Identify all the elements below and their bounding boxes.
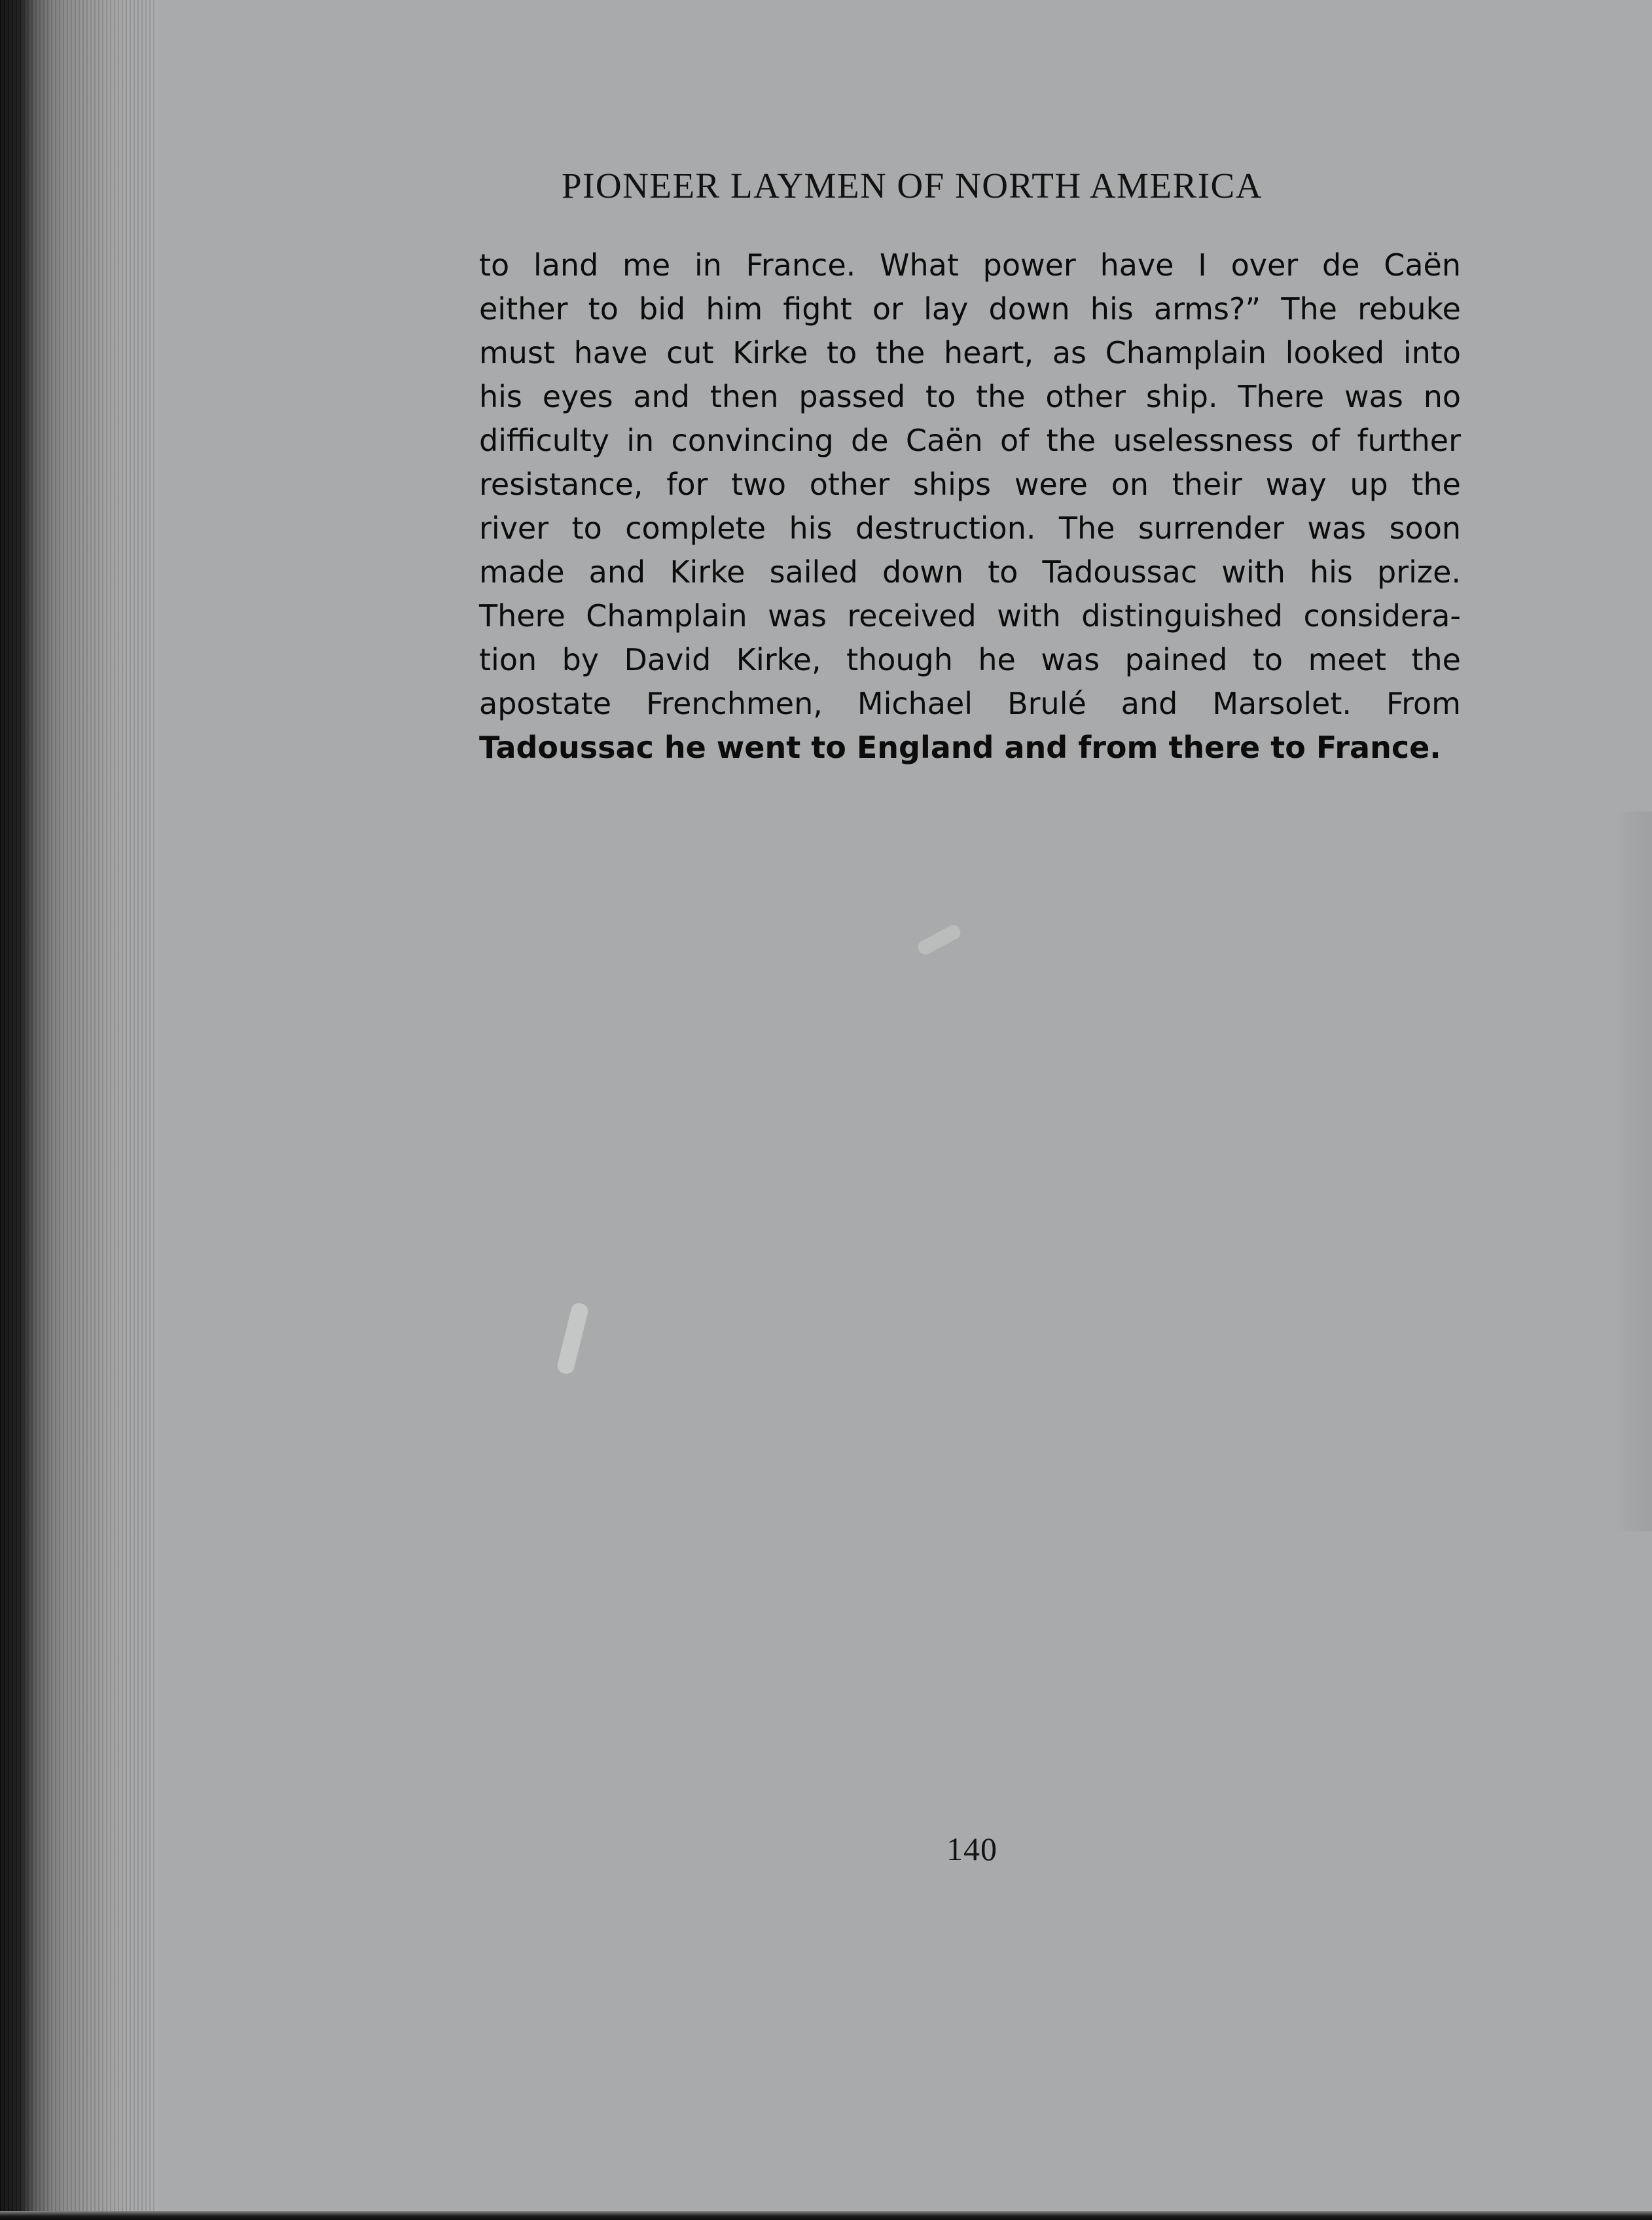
running-head: PIONEER LAYMEN OF NORTH AMERICA [562,166,1263,206]
text-line: difficulty in convincing de Caën of the uselessness of further [479,423,1461,458]
text-line: made and Kirke sailed down to Tadoussac with his prize. [479,554,1461,590]
scan-smudge [916,923,963,957]
text-line-last: Tadoussac he went to England and from there to France. [479,730,1441,765]
text-line: tion by David Kirke, though he was pained to meet the [479,642,1461,677]
body-text [479,243,1461,770]
text-line: resistance, for two other ships were on their way up the [479,467,1461,502]
scan-smudge [556,1301,590,1375]
text-line: river to complete his destruction. The surrender was soon [479,510,1461,546]
text-line: either to bid him fight or lay down his arms?” The rebuke [479,291,1461,327]
text-line: his eyes and then passed to the other ship. There was no [479,379,1461,414]
text-line: to land me in France. What power have I over de Caën [479,247,1461,283]
text-line: There Champlain was received with distinguished considera- [479,598,1461,634]
text-line: apostate Frenchmen, Michael Brulé and Marsolet. From [479,686,1461,721]
page-curl-shadow [1613,812,1652,1531]
page-bottom-edge [0,2211,1652,2220]
page-number: 140 [946,1831,997,1867]
page-stack-edge [0,0,157,2220]
text-line: must have cut Kirke to the heart, as Champlain looked into [479,335,1461,370]
